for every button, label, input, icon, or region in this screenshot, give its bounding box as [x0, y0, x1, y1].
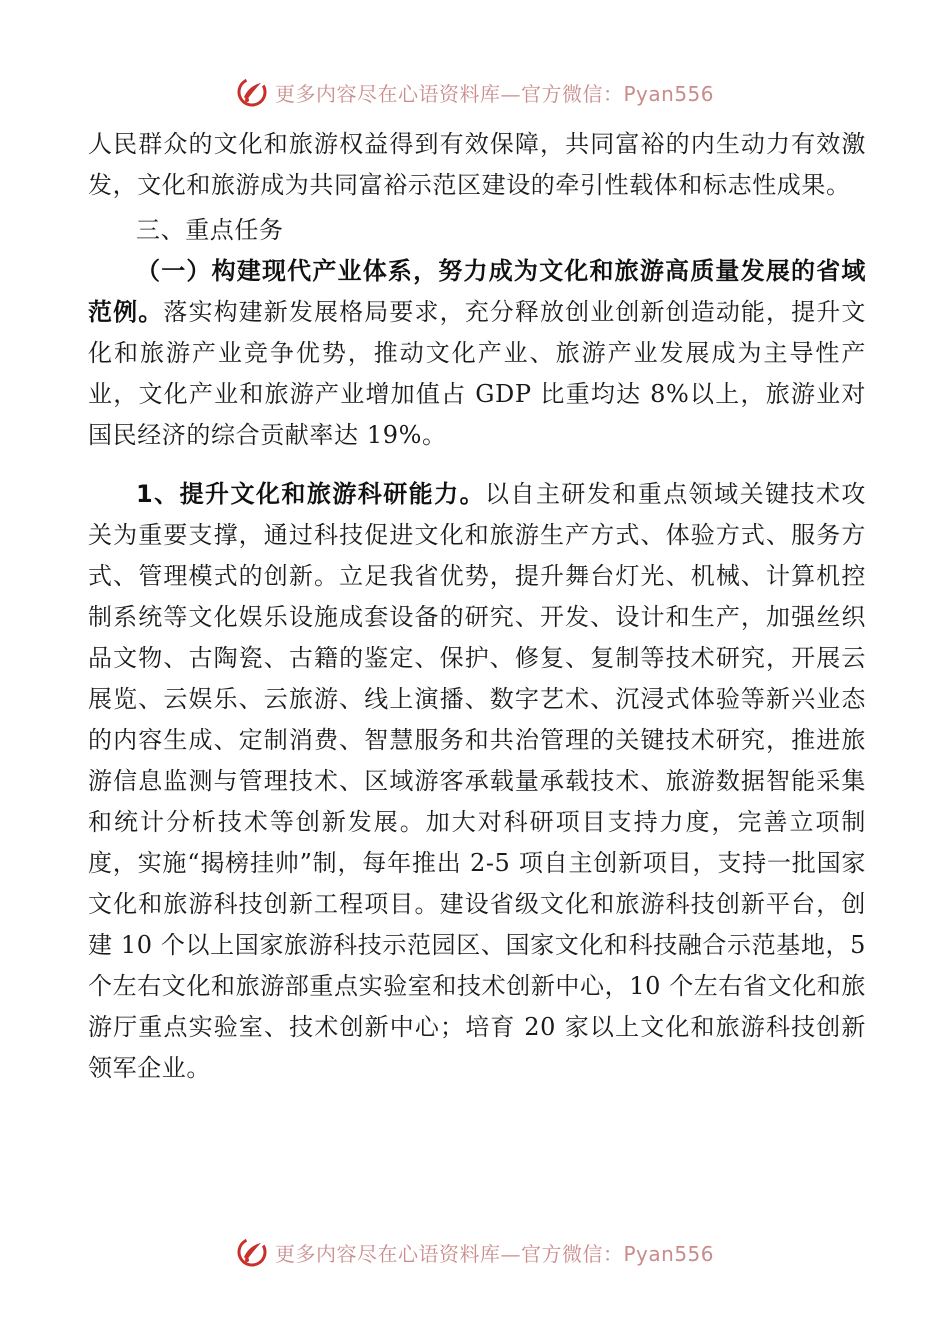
- header-watermark: [235, 72, 755, 112]
- section-title: 三、重点任务: [136, 216, 284, 244]
- paragraph-lead-bold: （一）构建现代产业体系，努力成为文化和旅游高质量发展的省域范例。: [88, 257, 866, 326]
- footer-watermark: [235, 1232, 755, 1272]
- document-body: [88, 124, 866, 1089]
- watermark-text: 更多内容尽在心语资料库—官方微信：Pyan556: [275, 81, 715, 106]
- paragraph-industry-system: [88, 251, 866, 456]
- brush-circle-logo-icon: [235, 75, 269, 109]
- paragraph-lead-bold: 1、提升文化和旅游科研能力。: [136, 480, 486, 508]
- paragraph-body: 落实构建新发展格局要求，充分释放创业创新创造动能，提升文化和旅游产业竞争优势，推动文化产业、旅游产业发展成为主导性产业，文化产业和旅游产业增加值占 GDP 比重均达 8%以上，旅游业对国民经济的综合贡献率达 19%。: [88, 298, 866, 449]
- watermark-text: 更多内容尽在心语资料库—官方微信：Pyan556: [275, 1241, 715, 1266]
- paragraph-continuation: 人民群众的文化和旅游权益得到有效保障，共同富裕的内生动力有效激发，文化和旅游成为共同富裕示范区建设的牵引性载体和标志性成果。: [88, 130, 866, 199]
- paragraph-research-capacity: [88, 474, 866, 1089]
- paragraph-body: 以自主研发和重点领域关键技术攻关为重要支撑，通过科技促进文化和旅游生产方式、体验方式、服务方式、管理模式的创新。立足我省优势，提升舞台灯光、机械、计算机控制系统等文化娱乐设施成套设备的研究、开发、设计和生产，加强丝织品文物、古陶瓷、古籍的鉴定、保护、修复、复制等技术研究，开展云展览、云娱乐、云旅游、线上演播、数字艺术、沉浸式体验等新兴业态的内容生成、定制消费、智慧服务和共治管理的关键技术研究，推进旅游信息监测与管理技术、区域游客承载量承载技术、旅游数据智能采集和统计分析技术等创新发展。加大对科研项目支持力度，完善立项制度，实施“揭榜挂帅”制，每年推出 2-5 项自主创新项目，支持一批国家文化和旅游科技创新工程项目。建设省级文化和旅游科技创新平台，创建 10 个以上国家旅游科技示范园区、国家文化和科技融合示范基地，5 个左右文化和旅游部重点实验室和技术创新中心，10 个左右省文化和旅游厅重点实验室、技术创新中心；培育 20 家以上文化和旅游科技创新领军企业。: [88, 480, 866, 1082]
- brush-circle-logo-icon: [235, 1235, 269, 1269]
